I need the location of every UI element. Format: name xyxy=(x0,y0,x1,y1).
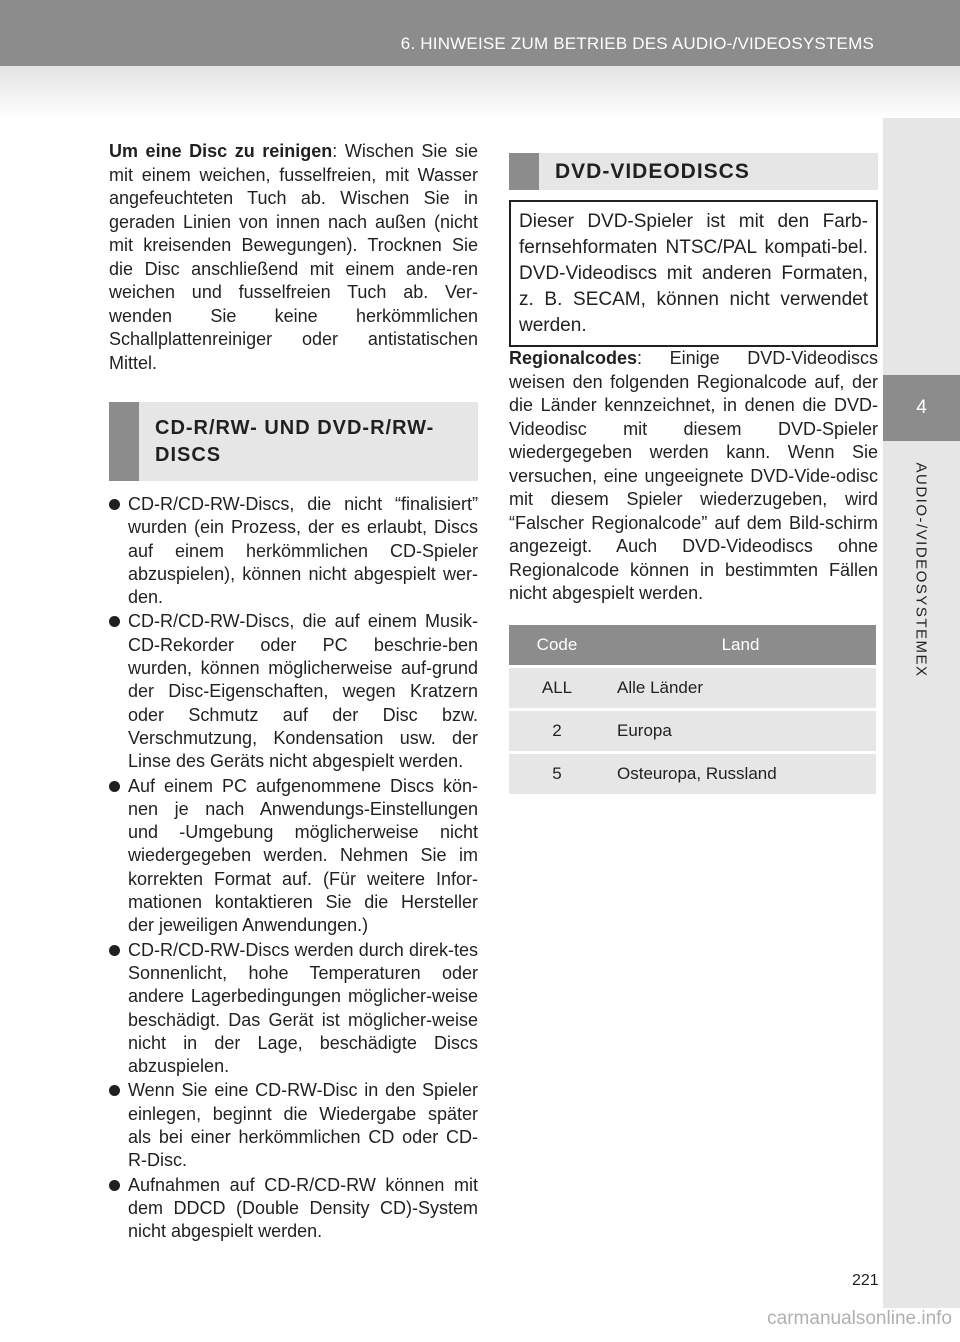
side-tab xyxy=(883,118,960,1308)
header-gradient xyxy=(0,66,960,118)
cleaning-text: : Wischen Sie sie mit einem weichen, fusselfreien, mit Wasser angefeuchteten Tuch ab. Wischen Sie in geraden Linien von innen nach außen (nicht mit kreisenden Bewegungen). Trocknen Sie die Disc anschließend mit einem ande-ren weichen und fusselfreien Tuch ab. Ver-wenden Sie keine herkömmlichen Schallplattenreiniger oder antistatischen Mittel. xyxy=(109,141,478,373)
country-cell: Alle Länder xyxy=(605,668,876,708)
section-title-dvd-video: DVD-VIDEODISCS xyxy=(555,159,750,183)
section-header-bar xyxy=(109,402,139,481)
list-item: CD-R/CD-RW-Discs werden durch direk-tes Sonnenlicht, hohe Temperaturen oder andere Lagerbedingungen möglicher-weise beschädigt. Das Gerät ist möglicher-weise nicht in der Lage, beschädigte Discs abzuspielen. xyxy=(109,939,478,1079)
watermark: carmanualsonline.info xyxy=(767,1308,952,1329)
section-header-bar xyxy=(509,153,539,190)
code-cell: ALL xyxy=(509,668,605,708)
code-cell: 5 xyxy=(509,754,605,794)
column-header-country: Land xyxy=(605,625,876,665)
header-band xyxy=(0,0,960,66)
code-cell: 2 xyxy=(509,711,605,751)
header-title: 6. HINWEISE ZUM BETRIEB DES AUDIO-/VIDEOSYSTEMS xyxy=(400,34,874,53)
bullet-icon xyxy=(109,616,120,627)
right-column xyxy=(509,153,878,797)
side-tab-label: AUDIO-/VIDEOSYSTEMEX xyxy=(912,462,930,678)
country-cell: Osteuropa, Russland xyxy=(605,754,876,794)
list-item: CD-R/CD-RW-Discs, die nicht “finalisiert” wurden (ein Prozess, der es erlaubt, Discs auf einem herkömmlichen CD-Spieler abzuspielen), können nicht abgespielt wer-den. xyxy=(109,493,478,609)
regional-paragraph xyxy=(509,347,878,606)
format-notice-box: Dieser DVD-Spieler ist mit den Farb-fernsehformaten NTSC/PAL kompati-bel. DVD-Videodiscs mit anderen Formaten, z. B. SECAM, können nicht verwendet werden. xyxy=(509,200,878,347)
section-title-line-1: CD-R/RW- UND DVD-R/RW- xyxy=(155,416,435,439)
disc-notes-list xyxy=(109,493,478,1244)
list-item: Wenn Sie eine CD-RW-Disc in den Spieler einlegen, beginnt die Wiedergabe später als bei einer herkömmlichen CD oder CD-R-Disc. xyxy=(109,1079,478,1172)
bullet-icon xyxy=(109,1180,120,1191)
bullet-icon xyxy=(109,945,120,956)
list-item: Auf einem PC aufgenommene Discs kön-nen je nach Anwendungs-Einstellungen und -Umgebung möglicherweise nicht wiedergegeben werden. Nehmen Sie im korrekten Format auf. (Für weitere Infor-mationen kontaktieren Sie die Hersteller der jeweiligen Anwendungen.) xyxy=(109,775,478,938)
column-header-code: Code xyxy=(509,625,605,665)
regional-text: : Einige DVD-Videodiscs weisen den folgenden Regionalcode auf, der die Länder kennzeichnet, in denen die DVD-Videodisc mit diesem DVD-Spieler wiedergegeben werden kann. Wenn Sie versuchen, eine ungeeignete DVD-Vide-odisc mit diesem Spieler wiederzugeben, wird “Falscher Regionalcode” auf dem Bild-schirm angezeigt. Auch DVD-Videodiscs ohne Regionalcode können in bestimmten Fällen nicht abgespielt werden. xyxy=(509,348,878,603)
list-item: CD-R/CD-RW-Discs, die auf einem Musik-CD-Rekorder oder PC beschrie-ben wurden, können möglicherweise auf-grund der Disc-Eigenschaften, wegen Kratzern oder Schmutz auf der Disc bzw. Verschmutzung, Kondensation usw. der Linse des Geräts nicht abgespielt werden. xyxy=(109,610,478,773)
country-cell: Europa xyxy=(605,711,876,751)
region-code-table xyxy=(509,622,876,797)
side-tab-number: 4 xyxy=(883,375,960,441)
table-row xyxy=(509,668,876,708)
table-header-row xyxy=(509,625,876,665)
cleaning-heading: Um eine Disc zu reinigen xyxy=(109,141,333,161)
section-title-line-2: DISCS xyxy=(155,443,222,466)
regional-heading: Regionalcodes xyxy=(509,348,638,368)
bullet-icon xyxy=(109,499,120,510)
table-row xyxy=(509,711,876,751)
cleaning-paragraph xyxy=(109,140,478,375)
section-header-dvd-video xyxy=(509,153,878,190)
left-column xyxy=(109,140,478,1245)
section-header-cd-dvd-r xyxy=(109,402,478,481)
bullet-icon xyxy=(109,1085,120,1096)
section-title-cd-dvd-r xyxy=(155,415,434,469)
list-item: Aufnahmen auf CD-R/CD-RW können mit dem DDCD (Double Density CD)-System nicht abgespielt werden. xyxy=(109,1174,478,1244)
page-number: 221 xyxy=(852,1272,879,1289)
bullet-icon xyxy=(109,781,120,792)
table-row xyxy=(509,754,876,794)
